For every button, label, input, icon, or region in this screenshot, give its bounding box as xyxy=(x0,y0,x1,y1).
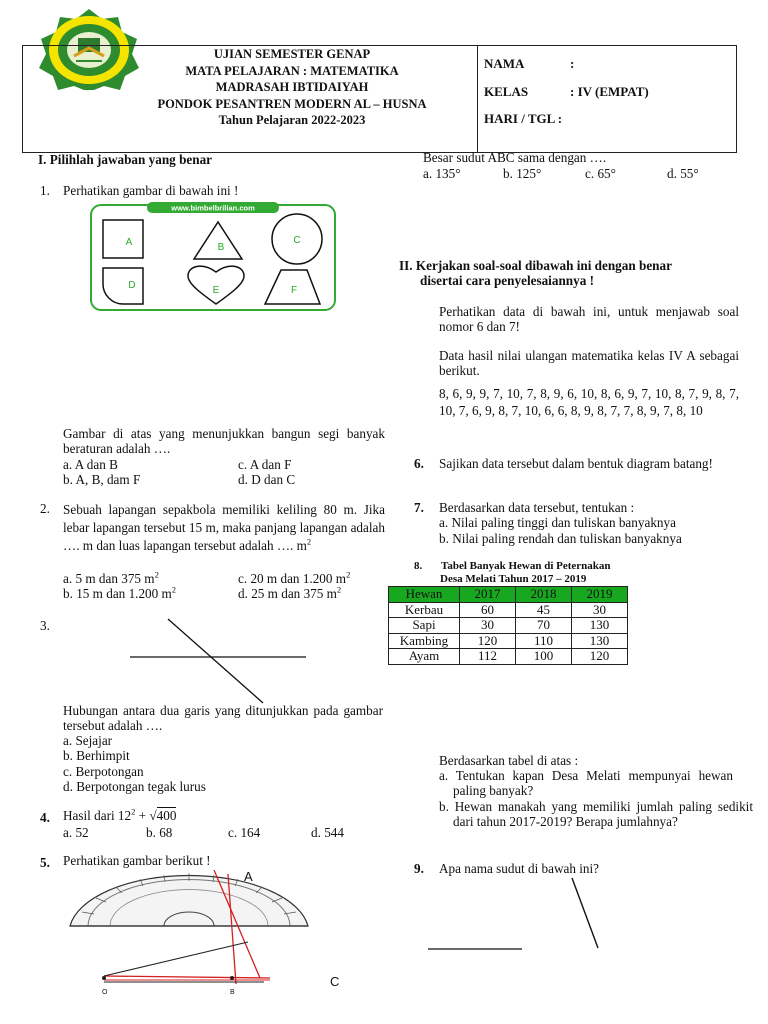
q2-number: 2. xyxy=(40,501,50,516)
q3-option-b: b. Berhimpit xyxy=(63,748,130,763)
table-cell: 120 xyxy=(460,633,516,649)
nama-label: NAMA xyxy=(484,56,525,71)
table-row xyxy=(389,602,628,618)
table-cell: 45 xyxy=(516,602,572,618)
q2-option-b: b. 15 m dan 1.200 $m^2$ xyxy=(63,584,177,601)
q3-number: 3. xyxy=(40,618,50,633)
q2-text: Sebuah lapangan sepakbola memiliki keliling 80 m. Jika lebar lapangan tersebut 15 m, maka panjang lapangan adalah …. m dan luas lapangan tersebut adalah …. $m^2$ xyxy=(63,502,385,553)
q1-option-c: c. A dan F xyxy=(238,457,292,472)
section2-title-2: disertai cara penyelesaiannya ! xyxy=(420,273,594,288)
q4-prompt: Hasil dari $12^2 + √400$ xyxy=(63,806,177,823)
table-cell: 130 xyxy=(572,633,628,649)
school-year: Tahun Pelajaran 2022-2023 xyxy=(218,113,366,127)
q1-option-d: d. D dan C xyxy=(238,472,296,487)
data-intro-6-7: Perhatikan data di bawah ini, untuk menjawab soal nomor 6 dan 7! xyxy=(439,304,739,334)
angle-option-a: a. 135° xyxy=(423,166,461,181)
table-row xyxy=(389,633,628,649)
table-cell: 30 xyxy=(460,618,516,634)
school-name: PONDOK PESANTREN MODERN AL – HUSNA xyxy=(157,96,427,111)
subject-line: MATA PELAJARAN : MATEMATIKA xyxy=(185,63,399,78)
school-level: MADRASAH IBTIDAIYAH xyxy=(215,80,369,94)
table-row xyxy=(389,618,628,634)
q7-number: 7. xyxy=(414,500,424,515)
kelas-label: KELAS xyxy=(484,84,529,99)
data-values: 8, 6, 9, 9, 7, 10, 7, 8, 9, 6, 10, 8, 6, 9, 7, 10, 8, 7, 9, 8, 7, 10, 7, 6, 9, 8, 7, 10, 6, 6, 8, 9, 8, 7, 7, 8, 9, 7, 8, 10 xyxy=(439,386,739,418)
table-cell: 130 xyxy=(572,618,628,634)
q8-table-title-2: Desa Melati Tahun 2017 – 2019 xyxy=(440,573,587,585)
q4-option-a: a. 52 xyxy=(63,825,89,840)
q3-option-d: d. Berpotongan tegak lurus xyxy=(63,779,206,794)
shape-label-e: E xyxy=(212,285,220,296)
q1-option-a: a. A dan B xyxy=(63,457,118,472)
nama-sep: : xyxy=(570,56,575,71)
point-a-label: A xyxy=(244,869,253,884)
table-cell: Kambing xyxy=(389,633,460,649)
q4-option-c: c. 164 xyxy=(228,825,261,840)
q5-number: 5. xyxy=(40,855,50,870)
table-header: 2019 xyxy=(572,587,628,603)
figure-banner: www.bimbelbrilian.com xyxy=(171,203,255,213)
shape-label-b: B xyxy=(217,242,225,253)
q9-number: 9. xyxy=(414,861,424,876)
q8-item-a: a. Tentukan kapan Desa Melati mempunyai hewan paling banyak? xyxy=(439,768,733,798)
table-header-row xyxy=(389,587,628,603)
table-cell: 70 xyxy=(516,618,572,634)
q1-option-b: b. A, B, dam F xyxy=(63,472,141,487)
header-title xyxy=(130,46,454,129)
point-o-label: O xyxy=(102,989,108,996)
angle-option-c: c. 65° xyxy=(585,166,616,181)
angle-option-d: d. 55° xyxy=(667,166,699,181)
table-header: 2018 xyxy=(516,587,572,603)
q8-item-b: b. Hewan manakah yang memiliki jumlah paling sedikit dari tahun 2017-2019? Berapa jumlahnya? xyxy=(439,799,753,829)
q4-number: 4. xyxy=(40,810,50,825)
shape-label-f: F xyxy=(290,285,298,296)
q4-option-d: d. 544 xyxy=(311,825,344,840)
hari-label: HARI / TGL : xyxy=(484,111,563,126)
exam-title: UJIAN SEMESTER GENAP xyxy=(213,47,371,61)
q1-text: Gambar di atas yang menunjukkan bangun segi banyak beraturan adalah …. xyxy=(63,426,385,456)
table-cell: 30 xyxy=(572,602,628,618)
intersecting-lines-figure xyxy=(128,615,308,707)
q8-text: Berdasarkan tabel di atas : xyxy=(439,753,579,768)
q7-item-b: b. Nilai paling rendah dan tuliskan banyaknya xyxy=(439,531,682,546)
kelas-value: : IV (EMPAT) xyxy=(570,84,649,99)
table-header: 2017 xyxy=(460,587,516,603)
section2-title-1: II. Kerjakan soal-soal dibawah ini dengan benar xyxy=(399,258,672,273)
sqrt-symbol: √ xyxy=(149,808,157,823)
q9-text: Apa nama sudut di bawah ini? xyxy=(439,861,600,876)
shape-label-d: D xyxy=(128,280,136,291)
section1-title: I. Pilihlah jawaban yang benar xyxy=(38,152,213,167)
table-header: Hewan xyxy=(389,587,460,603)
shapes-figure xyxy=(90,202,336,312)
q3-text: Hubungan antara dua garis yang ditunjukkan pada gambar tersebut adalah …. xyxy=(63,703,383,733)
q2-option-a: a. 5 m dan 375 $m^2$ xyxy=(63,569,159,586)
angle-option-b: b. 125° xyxy=(503,166,542,181)
table-cell: 100 xyxy=(516,649,572,665)
table-row xyxy=(389,649,628,665)
protractor-figure xyxy=(64,868,354,1018)
table-cell: 60 xyxy=(460,602,516,618)
q3-option-c: c. Berpotongan xyxy=(63,764,144,779)
q8-table-title-1: Tabel Banyak Hewan di Peternakan xyxy=(441,560,611,572)
q6-number: 6. xyxy=(414,456,424,471)
table-cell: 112 xyxy=(460,649,516,665)
q3-option-a: a. Sejajar xyxy=(63,733,113,748)
q2-option-d: d. 25 m dan 375 $m^2$ xyxy=(238,584,342,601)
q6-text: Sajikan data tersebut dalam bentuk diagram batang! xyxy=(439,456,713,471)
q1-prompt: Perhatikan gambar di bawah ini ! xyxy=(63,183,239,198)
q2-option-c: c. 20 m dan 1.200 $m^2$ xyxy=(238,569,351,586)
q1-number: 1. xyxy=(40,183,50,198)
q7-item-a: a. Nilai paling tinggi dan tuliskan banyaknya xyxy=(439,515,676,530)
animal-table xyxy=(388,586,628,665)
table-cell: Kerbau xyxy=(389,602,460,618)
table-cell: Sapi xyxy=(389,618,460,634)
q8-number: 8. xyxy=(414,560,423,572)
point-c-label: C xyxy=(330,974,340,989)
table-cell: 110 xyxy=(516,633,572,649)
data-description: Data hasil nilai ulangan matematika kelas IV A sebagai berikut. xyxy=(439,348,739,378)
q4-option-b: b. 68 xyxy=(146,825,173,840)
point-b-label: B xyxy=(230,989,235,996)
shape-label-a: A xyxy=(125,237,133,248)
angle-question: Besar sudut ABC sama dengan …. xyxy=(423,150,607,165)
angle-figure xyxy=(424,876,614,956)
table-cell: 120 xyxy=(572,649,628,665)
q5-prompt: Perhatikan gambar berikut ! xyxy=(63,853,211,868)
table-cell: Ayam xyxy=(389,649,460,665)
shape-label-c: C xyxy=(293,235,301,246)
q7-text: Berdasarkan data tersebut, tentukan : xyxy=(439,500,635,515)
